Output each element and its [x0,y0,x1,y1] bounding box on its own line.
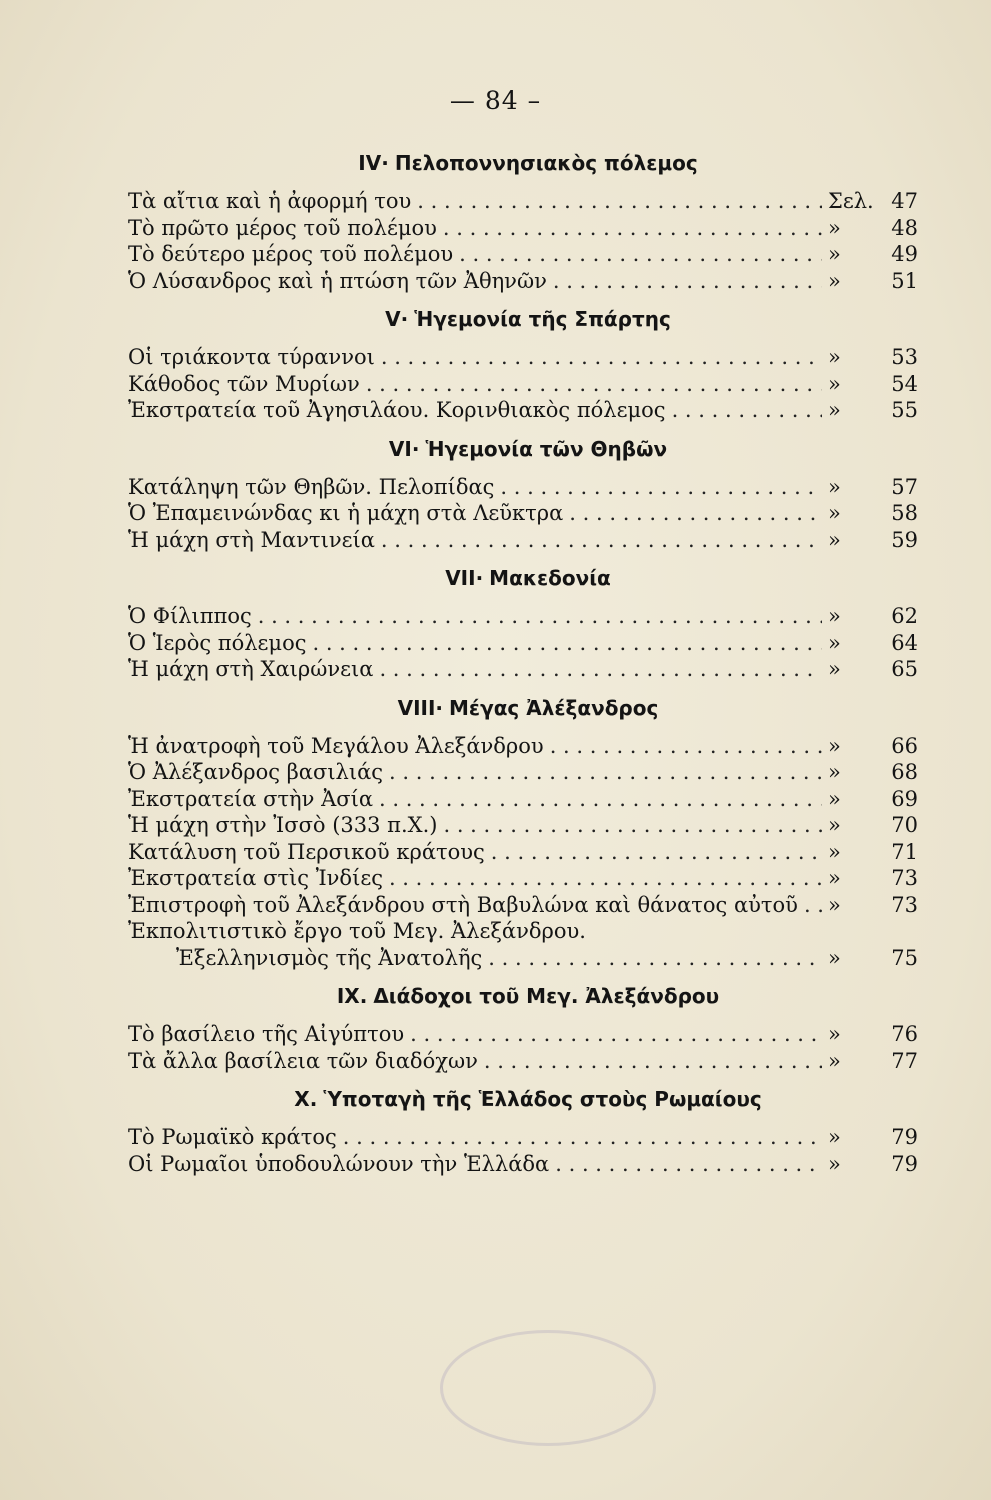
section-heading [128,683,918,733]
page-reference-mark: » [828,527,841,552]
entry-page-number: 51 [891,268,918,293]
table-of-contents [128,138,918,1177]
entry-title: Κατάλυση τοῦ Περσικοῦ κράτους [128,839,485,864]
dot-leader [381,527,822,554]
toc-entry [128,945,918,972]
entry-page-number: 71 [891,839,918,864]
entry-page-number: 62 [891,604,918,628]
toc-entry [128,1048,918,1075]
library-stamp-mark [440,1330,656,1446]
page-reference-mark: » [828,268,841,293]
dot-leader [379,786,822,813]
page-reference-mark: » [828,892,841,917]
page-reference-mark: » [828,786,841,811]
dot-leader [389,865,822,892]
section-heading [128,971,918,1021]
dot-leader [258,603,822,630]
toc-entry [128,1021,918,1048]
toc-entry [128,397,918,424]
toc-entry [128,371,918,398]
dot-leader [381,344,822,371]
entry-title: Ὁ Ἐπαμεινώνδας κι ἡ μάχη στὰ Λεῦκτρα [128,501,564,525]
toc-entry [128,1124,918,1151]
dot-leader [491,839,822,866]
section-number: IX. [336,984,368,1008]
entry-page-number: 76 [891,1022,918,1046]
page-reference-mark: » [828,474,841,499]
entry-title: Ἡ ἀνατροφὴ τοῦ Μεγάλου Ἀλεξάνδρου [128,733,544,758]
section-heading [128,553,918,603]
toc-entry [128,527,918,554]
section-title: Μακεδονία [489,566,611,590]
section-number: VI· [388,436,420,461]
section-title: Ὑποταγὴ τῆς Ἑλλάδος στοὺς Ρωμαίους [323,1087,762,1111]
entry-page-number: 79 [891,1125,918,1149]
section-heading [128,294,918,344]
toc-entry [128,215,918,242]
entry-title: Κατάληψη τῶν Θηβῶν. Πελοπίδας [128,474,495,499]
page-reference-mark: » [828,1022,841,1046]
dot-leader [484,1048,822,1075]
section-title: Μέγας Ἀλέξανδρος [449,695,659,720]
section-number: VIII· [397,695,444,720]
dot-leader [569,500,822,527]
page-reference-mark: » [828,604,841,628]
entry-title: Ὁ Ἱερὸς πόλεμος [128,630,307,655]
dot-leader [804,892,822,919]
entry-page-number: 49 [891,242,918,266]
dot-leader [389,759,822,786]
entry-page-number: 55 [891,398,918,422]
entry-page-number: 47 [891,189,918,213]
entry-page-number: 53 [891,345,918,369]
entry-title: Οἱ τριάκοντα τύραννοι [128,345,375,369]
entry-page-number: 65 [891,657,918,681]
entry-title: Ὁ Λύσανδρος καὶ ἡ πτώση τῶν Ἀθηνῶν [128,268,547,293]
dot-leader [550,733,822,760]
dot-leader [343,1124,822,1151]
dot-leader [410,1021,822,1048]
page-reference-mark: » [828,501,841,525]
dot-leader [366,371,822,398]
page-reference-mark: » [828,630,841,655]
toc-entry [128,241,918,268]
page-reference-mark: » [828,398,841,422]
entry-title: Ἐξελληνισμὸς τῆς Ἀνατολῆς [176,945,483,970]
toc-entry [128,865,918,892]
page-reference-mark: » [828,657,841,681]
toc-entry [128,786,918,813]
dot-leader [672,397,822,424]
dot-leader [553,268,822,295]
entry-title: Τὸ Ρωμαϊκὸ κράτος [128,1125,337,1149]
entry-title: Οἱ Ρωμαῖοι ὑποδουλώνουν τὴν Ἑλλάδα [128,1151,550,1176]
entry-page-number: 77 [891,1048,918,1073]
entry-title: Ἐπιστροφὴ τοῦ Ἀλεξάνδρου στὴ Βαβυλώνα καὶ θάνατος αὐτοῦ [128,892,798,917]
toc-entry [128,892,918,919]
dot-leader [312,630,822,657]
entry-title: Ἐκστρατεία τοῦ Ἀγησιλάου. Κορινθιακὸς πόλεμος [128,398,666,422]
entry-page-number: 48 [891,215,918,240]
page-reference-mark: » [828,839,841,864]
toc-entry [128,733,918,760]
entry-title: Ἐκπολιτιστικὸ ἔργο τοῦ Μεγ. Ἀλεξάνδρου. [128,919,586,943]
dot-leader [555,1151,822,1178]
page-reference-mark: » [828,1048,841,1073]
dot-leader [417,188,822,215]
page-reference-mark: » [828,866,841,890]
entry-page-number: 70 [891,813,918,837]
entry-page-number: 69 [891,786,918,811]
page-reference-mark: » [828,215,841,240]
toc-entry [128,656,918,683]
entry-title: Ἡ μάχη στὴν Ἰσσὸ (333 π.Χ.) [128,813,438,837]
section-heading [128,1074,918,1124]
entry-page-number: 73 [891,892,918,917]
toc-entry [128,474,918,501]
page-reference-mark: » [828,760,841,784]
section-number: V· [385,307,409,331]
toc-entry [128,630,918,657]
page-reference-mark: » [828,1151,841,1176]
entry-page-number: 64 [891,630,918,655]
page-number: — 84 – [449,86,542,115]
section-title: Διάδοχοι τοῦ Μεγ. Ἀλεξάνδρου [373,984,720,1008]
entry-title: Τὸ πρῶτο μέρος τοῦ πολέμου [128,215,437,240]
dot-leader [500,474,822,501]
entry-title: Ἡ μάχη στὴ Μαντινεία [128,527,375,552]
section-title: Ἡγεμονία τῶν Θηβῶν [425,436,668,461]
dot-leader [488,945,822,972]
page-reference-mark: » [828,733,841,758]
toc-entry [128,839,918,866]
toc-entry [128,812,918,839]
section-heading [128,138,918,188]
entry-title: Ἡ μάχη στὴ Χαιρώνεια [128,657,374,681]
dot-leader [459,241,822,268]
section-title: Πελοποννησιακὸς πόλεμος [394,151,698,175]
page-reference-mark: Σελ. [828,189,874,213]
page-reference-mark: » [828,1125,841,1149]
section-number: VII· [445,566,484,590]
dot-leader [443,812,822,839]
page-reference-mark: » [828,945,841,970]
toc-entry [128,603,918,630]
entry-page-number: 57 [891,474,918,499]
entry-page-number: 54 [891,371,918,396]
entry-title: Ἐκστρατεία στὶς Ἰνδίες [128,866,383,890]
entry-title: Ὁ Ἀλέξανδρος βασιλιάς [128,760,384,784]
section-title: Ἡγεμονία τῆς Σπάρτης [414,307,671,331]
page-reference-mark: » [828,813,841,837]
page-reference-mark: » [828,371,841,396]
entry-page-number: 73 [891,866,918,890]
entry-page-number: 75 [891,945,918,970]
entry-page-number: 66 [891,733,918,758]
entry-page-number: 58 [891,501,918,525]
toc-entry [128,500,918,527]
section-number: X. [294,1087,318,1111]
toc-entry [128,344,918,371]
entry-title: Κάθοδος τῶν Μυρίων [128,371,360,396]
toc-entry [128,268,918,295]
entry-title: Ὁ Φίλιππος [128,604,252,628]
page-reference-mark: » [828,345,841,369]
toc-entry [128,1151,918,1178]
entry-title: Τὸ βασίλειο τῆς Αἰγύπτου [128,1022,405,1046]
entry-title: Τὰ ἄλλα βασίλεια τῶν διαδόχων [128,1048,478,1073]
toc-entry [128,918,918,945]
section-number: IV· [358,151,389,175]
entry-title: Τὰ αἴτια καὶ ἡ ἀφορμή του [128,189,412,213]
entry-page-number: 68 [891,760,918,784]
section-heading [128,424,918,474]
dot-leader [379,656,822,683]
entry-page-number: 59 [891,527,918,552]
dot-leader [443,215,822,242]
entry-title: Ἐκστρατεία στὴν Ἀσία [128,786,373,811]
toc-entry [128,188,918,215]
page-reference-mark: » [828,242,841,266]
entry-page-number: 79 [891,1151,918,1176]
entry-title: Τὸ δεύτερο μέρος τοῦ πολέμου [128,242,454,266]
toc-entry [128,759,918,786]
